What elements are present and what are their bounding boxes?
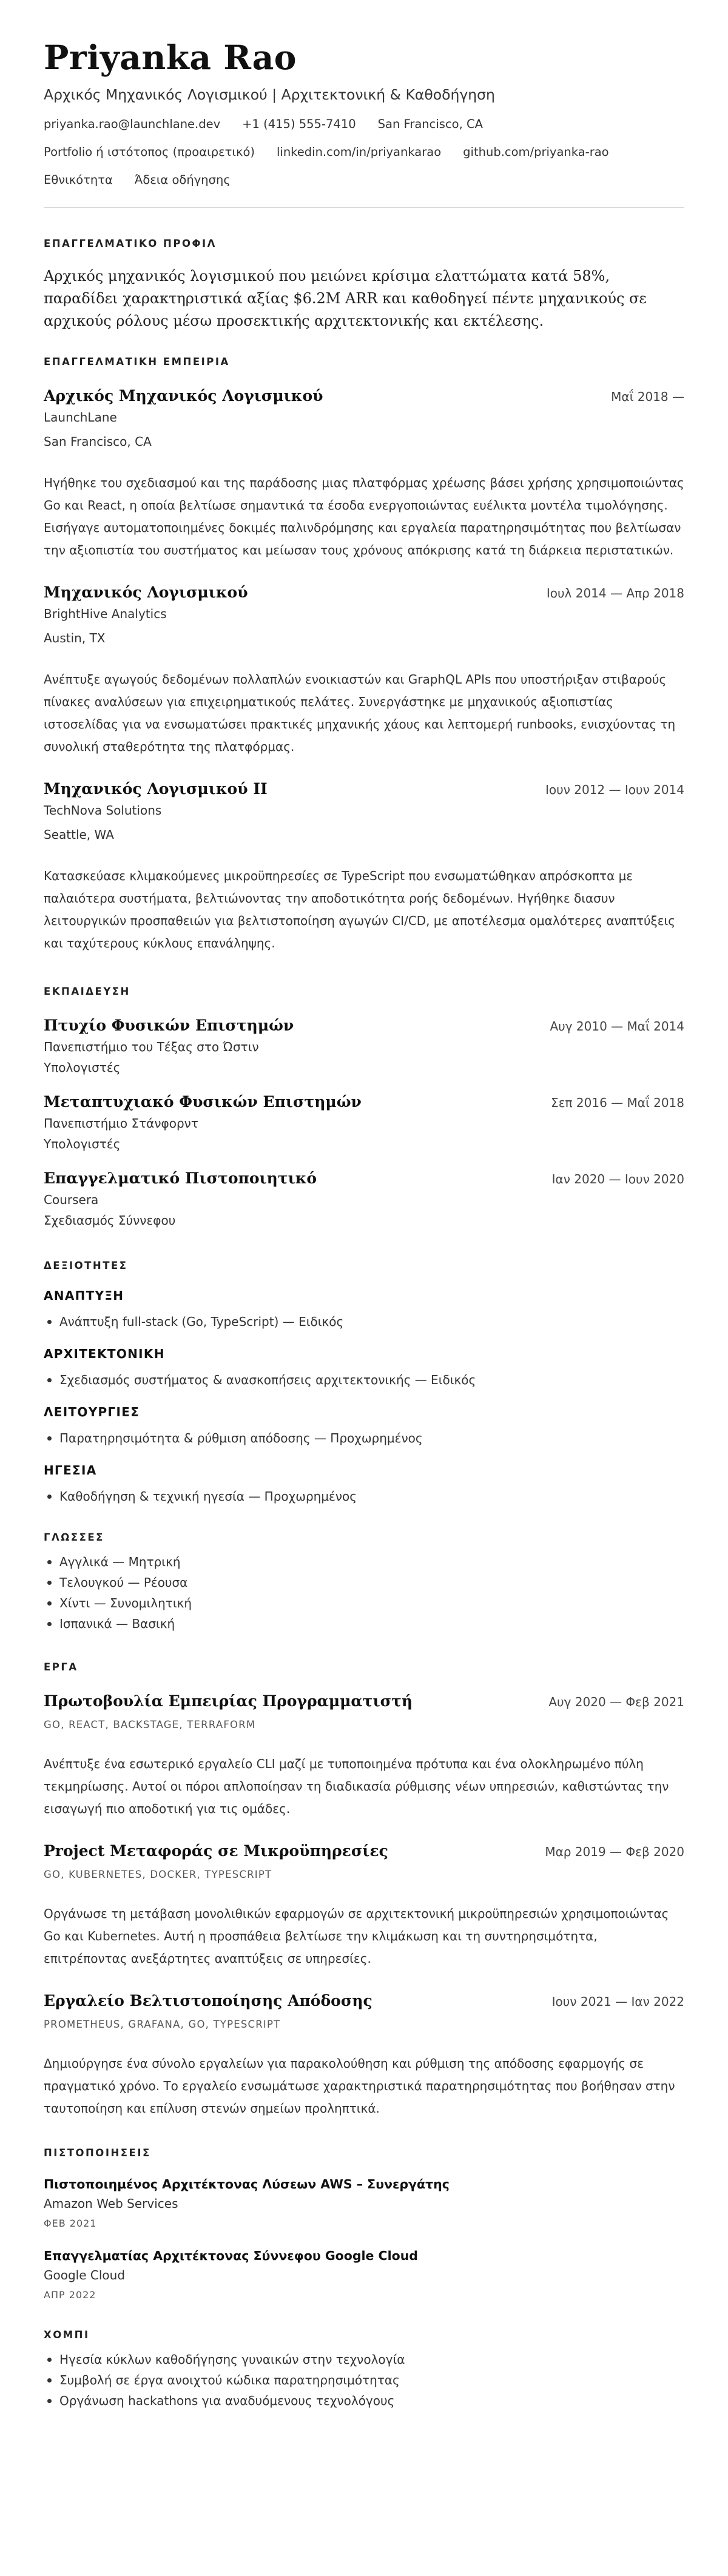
driving-license-text: Άδεια οδήγησης	[134, 173, 231, 187]
job-dates: Ιουλ 2014 — Απρ 2018	[546, 586, 684, 600]
project-tech-stack: GO, REACT, BACKSTAGE, TERRAFORM	[44, 1719, 256, 1730]
company-name: LaunchLane	[44, 410, 117, 425]
degree-title: Πτυχίο Φυσικών Επιστημών	[44, 1017, 294, 1034]
candidate-name: Priyanka Rao	[44, 38, 297, 77]
contact-row-links	[44, 144, 684, 161]
education-dates: Αυγ 2010 — Μαΐ 2014	[550, 1019, 684, 1034]
skill-group	[44, 1287, 684, 1332]
job-location: San Francisco, CA	[44, 434, 152, 449]
section-title-projects: ΕΡΓΑ	[44, 1661, 78, 1673]
hobby-item: Συμβολή σε έργα ανοιχτού κώδικα παρατηρησιμότητας	[44, 2370, 684, 2390]
profile-summary: Αρχικός μηχανικός λογισμικού που μειώνει κρίσιμα ελαττώματα κατά 58%, παραδίδει χαρακτηριστικά αξίας $6.2M ARR και καθοδηγεί πέντε μηχανικούς σε αρχικούς ρόλους μέσω προσεκτικής αρχιτεκτονικής και εκτέλεσης.	[44, 267, 647, 329]
skill-item: Σχεδιασμός συστήματος & ανασκοπήσεις αρχιτεκτονικής — Ειδικός	[44, 1370, 684, 1390]
certification-name: Πιστοποιημένος Αρχιτέκτονας Λύσεων AWS – Συνεργάτης	[44, 2177, 450, 2191]
candidate-headline: Αρχικός Μηχανικός Λογισμικού | Αρχιτεκτονική & Καθοδήγηση	[44, 86, 495, 103]
skills-section	[44, 1259, 684, 1507]
languages-section	[44, 1531, 684, 1634]
certification-date: ΑΠΡ 2022	[44, 2289, 96, 2301]
degree-title: Επαγγελματικό Πιστοποιητικό	[44, 1169, 317, 1187]
language-item: Ισπανικά — Βασική	[44, 1613, 684, 1634]
certification-name: Επαγγελματίας Αρχιτέκτονας Σύννεφου Google Cloud	[44, 2248, 418, 2263]
phone-link[interactable]: +1 (415) 555-7410	[242, 117, 356, 131]
certification-date: ΦΕΒ 2021	[44, 2218, 97, 2229]
study-field: Υπολογιστές	[44, 1137, 121, 1151]
hobby-item: Οργάνωση hackathons για αναδυόμενους τεχνολόγους	[44, 2390, 684, 2411]
certification-entry	[44, 2247, 684, 2302]
email-link[interactable]: priyanka.rao@launchlane.dev	[44, 117, 221, 131]
contact-row-primary	[44, 116, 684, 133]
section-title-education: ΕΚΠΑΙΔΕΥΣΗ	[44, 986, 130, 997]
projects-section	[44, 1661, 684, 2120]
language-item: Αγγλικά — Μητρική	[44, 1552, 684, 1572]
linkedin-link[interactable]: linkedin.com/in/priyankarao	[276, 145, 442, 159]
location-text: San Francisco, CA	[377, 117, 483, 131]
company-name: TechNova Solutions	[44, 803, 162, 818]
job-dates: Ιουν 2012 — Ιουν 2014	[545, 782, 684, 797]
job-title: Μηχανικός Λογισμικού II	[44, 780, 268, 798]
hobby-list	[44, 2349, 684, 2411]
skill-category: ΗΓΕΣΙΑ	[44, 1463, 97, 1478]
project-entry	[44, 1991, 684, 2120]
job-title: Αρχικός Μηχανικός Λογισμικού	[44, 387, 323, 405]
job-description: Ανέπτυξε αγωγούς δεδομένων πολλαπλών ενοικιαστών και GraphQL APIs που υποστήριξαν στιβαρούς πίνακες αναλύσεων για επιχειρηματικούς πελάτες. Συνεργάστηκε με μηχανικούς αξιοπιστίας ιστοσελίδας για να ενσωματώσει πρακτικές μηχανικής χάους και λεπτομερή runbooks, ενισχύοντας τη συνολική σταθερότητα της πλατφόρμας.	[44, 672, 676, 754]
project-dates: Μαρ 2019 — Φεβ 2020	[545, 1845, 684, 1859]
project-dates: Αυγ 2020 — Φεβ 2021	[548, 1695, 684, 1709]
skill-item: Ανάπτυξη full-stack (Go, TypeScript) — Ειδικός	[44, 1311, 684, 1332]
skill-group	[44, 1462, 684, 1507]
experience-entry	[44, 779, 684, 955]
portfolio-link[interactable]: Portfolio ή ιστότοπος (προαιρετικό)	[44, 145, 255, 159]
language-item: Τελουγκού — Ρέουσα	[44, 1572, 684, 1593]
education-dates: Σεπ 2016 — Μαΐ 2018	[551, 1095, 684, 1110]
education-entry	[44, 1168, 684, 1229]
company-name: BrightHive Analytics	[44, 607, 167, 621]
job-location: Austin, TX	[44, 631, 106, 645]
section-title-experience: ΕΠΑΓΓΕΛΜΑΤΙΚΗ ΕΜΠΕΙΡΙΑ	[44, 356, 230, 368]
experience-entry	[44, 386, 684, 562]
language-item: Χίντι — Συνομιλητική	[44, 1593, 684, 1613]
skill-group	[44, 1345, 684, 1390]
skill-category: ΑΝΑΠΤΥΞΗ	[44, 1288, 124, 1303]
skill-list	[44, 1428, 684, 1448]
job-location: Seattle, WA	[44, 827, 114, 842]
skill-group	[44, 1404, 684, 1448]
section-title-certifications: ΠΙΣΤΟΠΟΙΗΣΕΙΣ	[44, 2147, 151, 2159]
study-field: Υπολογιστές	[44, 1060, 121, 1075]
certification-issuer: Google Cloud	[44, 2268, 126, 2282]
experience-section	[44, 355, 684, 955]
school-name: Πανεπιστήμιο του Τέξας στο Ώστιν	[44, 1040, 259, 1054]
certification-entry	[44, 2176, 684, 2230]
skill-category: ΛΕΙΤΟΥΡΓΙΕΣ	[44, 1405, 140, 1419]
section-title-hobbies: ΧΟΜΠΙ	[44, 2329, 90, 2341]
section-title-languages: ΓΛΩΣΣΕΣ	[44, 1532, 104, 1543]
project-description: Ανέπτυξε ένα εσωτερικό εργαλείο CLI μαζί με τυποποιημένα πρότυπα και ένα ολοκληρωμένο πύλη τεκμηρίωσης. Αυτοί οι πόροι απλοποίησαν τη διαδικασία ρύθμισης νέων υπηρεσιών, καθιστώντας την εισαγωγή πιο αποδοτική για τις ομάδες.	[44, 1757, 669, 1816]
language-list	[44, 1552, 684, 1634]
project-tech-stack: PROMETHEUS, GRAFANA, GO, TYPESCRIPT	[44, 2019, 281, 2030]
school-name: Πανεπιστήμιο Στάνφορντ	[44, 1116, 198, 1131]
project-entry	[44, 1841, 684, 1970]
section-title-skills: ΔΕΞΙΟΤΗΤΕΣ	[44, 1260, 128, 1271]
job-description: Κατασκεύασε κλιμακούμενες μικροϋπηρεσίες σε TypeScript που ενσωματώθηκαν απρόσκοπτα με παλαιότερα συστήματα, βελτιώνοντας την αποδοτικότητα ροής δεδομένων. Ηγήθηκε διασυν λειτουργικών προσπαθειών για βελτιστοποίηση αγωγών CI/CD, με αποτέλεσμα ομαλότερες αναπτύξεις και ταχύτερους κύκλους επανάληψης.	[44, 869, 676, 950]
contact-row-extra	[44, 172, 684, 189]
experience-entry	[44, 582, 684, 758]
hobbies-section	[44, 2329, 684, 2411]
nationality-text: Εθνικότητα	[44, 173, 113, 187]
education-section	[44, 985, 684, 1229]
certification-issuer: Amazon Web Services	[44, 2196, 178, 2211]
skill-list	[44, 1311, 684, 1332]
project-name: Πρωτοβουλία Εμπειρίας Προγραμματιστή	[44, 1692, 413, 1710]
skill-item: Παρατηρησιμότητα & ρύθμιση απόδοσης — Προχωρημένος	[44, 1428, 684, 1448]
skill-list	[44, 1370, 684, 1390]
project-description: Δημιούργησε ένα σύνολο εργαλείων για παρακολούθηση και ρύθμιση της απόδοσης εφαρμογής σε πραγματικό χρόνο. Το εργαλείο ενσωμάτωσε χαρακτηριστικά παρατηρησιμότητας που βοήθησαν στην ταυτοποίηση και επίλυση στενών σημείων προληπτικά.	[44, 2056, 675, 2116]
profile-section	[44, 237, 684, 332]
education-entry	[44, 1092, 684, 1152]
github-link[interactable]: github.com/priyanka-rao	[463, 145, 609, 159]
job-description: Ηγήθηκε του σχεδιασμού και της παράδοσης μιας πλατφόρμας χρέωσης βάσει χρήσης χρησιμοποιώντας Go και React, η οποία βελτίωσε σημαντικά τα έσοδα ενεργοποιώντας ευέλικτα μοντέλα τιμολόγησης. Εισήγαγε αυτοματοποιημένες δοκιμές παλινδρόμησης και εργαλεία παρατηρησιμότητας που βελτίωσαν την αξιοπιστία του συστήματος και μείωσαν τους χρόνους απόκρισης κατά τη διάρκεια περιστατικών.	[44, 476, 684, 557]
education-dates: Ιαν 2020 — Ιουν 2020	[551, 1172, 684, 1186]
project-tech-stack: GO, KUBERNETES, DOCKER, TYPESCRIPT	[44, 1869, 272, 1880]
section-title-profile: ΕΠΑΓΓΕΛΜΑΤΙΚΟ ΠΡΟΦΙΛ	[44, 238, 217, 249]
project-entry	[44, 1691, 684, 1820]
certifications-section	[44, 2147, 684, 2302]
skill-category: ΑΡΧΙΤΕΚΤΟΝΙΚΗ	[44, 1347, 165, 1361]
skill-list	[44, 1486, 684, 1507]
study-field: Σχεδιασμός Σύννεφου	[44, 1213, 176, 1228]
header-divider	[44, 207, 684, 208]
skill-item: Καθοδήγηση & τεχνική ηγεσία — Προχωρημένος	[44, 1486, 684, 1507]
school-name: Coursera	[44, 1192, 99, 1207]
project-dates: Ιουν 2021 — Ιαν 2022	[551, 1994, 684, 2009]
project-name: Project Μεταφοράς σε Μικροϋπηρεσίες	[44, 1842, 388, 1860]
job-title: Μηχανικός Λογισμικού	[44, 583, 248, 601]
resume-header	[44, 38, 684, 208]
education-entry	[44, 1015, 684, 1076]
job-dates: Μαΐ 2018 —	[611, 389, 684, 404]
degree-title: Μεταπτυχιακό Φυσικών Επιστημών	[44, 1093, 362, 1111]
project-name: Εργαλείο Βελτιστοποίησης Απόδοσης	[44, 1992, 372, 2009]
hobby-item: Ηγεσία κύκλων καθοδήγησης γυναικών στην τεχνολογία	[44, 2349, 684, 2370]
project-description: Οργάνωσε τη μετάβαση μονολιθικών εφαρμογών σε αρχιτεκτονική μικροϋπηρεσιών χρησιμοποιώντας Go και Kubernetes. Αυτή η προσπάθεια βελτίωσε την κλιμάκωση και τη συντηρησιμότητα, επιτρέποντας ανεξάρτητες αναπτύξεις σε υπηρεσίες.	[44, 1906, 669, 1966]
